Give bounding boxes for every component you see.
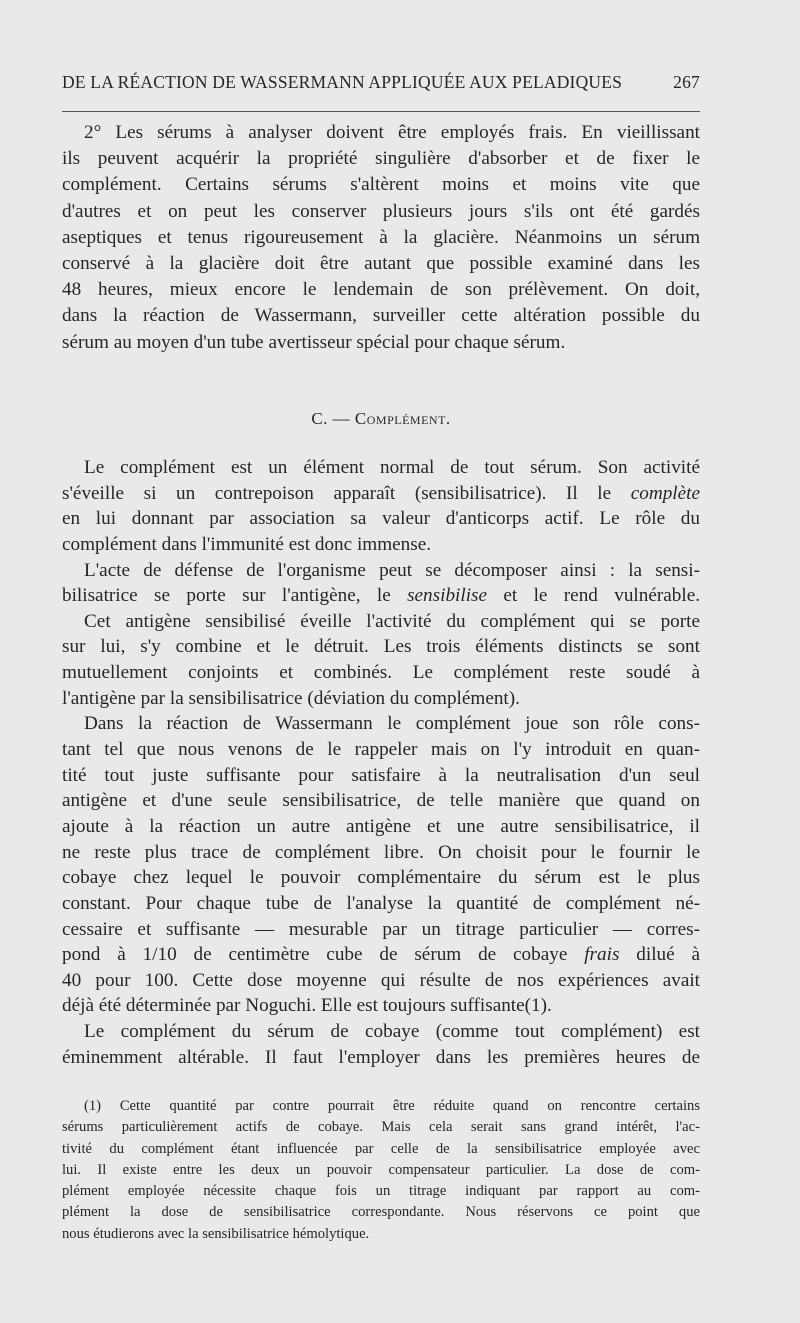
paragraph (62, 609, 700, 712)
text-line: complément dans l'immunité est donc immense. (62, 533, 432, 555)
text-line: sérums particulièrement actifs de cobaye. Mais cela serait sans grand intérêt, l'ac- (62, 1119, 700, 1136)
text-line: l'antigène par la sensibilisatrice (déviation du complément). (62, 687, 520, 709)
text-line: ils peuvent acquérir la propriété singulière d'absorber et de fixer le (62, 148, 700, 170)
text-line: d'autres et on peut les conserver plusieurs jours s'ils ont été gardés (62, 200, 700, 222)
text-line: déjà été déterminée par Noguchi. Elle est toujours suffisante(1). (62, 995, 552, 1017)
text-line: 40 pour 100. Cette dose moyenne qui résulte de nos expériences avait (62, 969, 700, 991)
running-title: DE LA RÉACTION DE WASSERMANN APPLIQUÉE AUX PELADIQUES (62, 72, 623, 92)
text-line: complément. Certains sérums s'altèrent moins et moins vite que (62, 174, 700, 196)
italic-text: complète (630, 482, 700, 504)
paragraph (62, 120, 700, 356)
text-segment: dilué à (619, 944, 700, 966)
text-line: lui. Il existe entre les deux un pouvoir compensateur particulier. La dose de com- (62, 1161, 700, 1178)
paragraph (62, 1096, 700, 1245)
text-line: ne reste plus trace de complément libre. On choisit pour le fournir le (62, 841, 700, 863)
text-line: en lui donnant par association sa valeur d'anticorps actif. Le rôle du (62, 508, 700, 530)
text-line: sérum au moyen d'un tube avertisseur spécial pour chaque sérum. (62, 331, 566, 353)
footnote (62, 1096, 700, 1245)
paragraph (62, 455, 700, 558)
paragraph (62, 558, 700, 609)
text-line: 2° Les sérums à analyser doivent être employés frais. En vieillissant (84, 122, 700, 143)
text-line: cobaye chez lequel le pouvoir complémentaire du sérum est le plus (62, 867, 700, 889)
text-line: cessaire et suffisante — mesurable par un titrage particulier — corres- (62, 918, 700, 940)
text-line: conservé à la glacière doit être autant que possible examiné dans les (62, 252, 700, 274)
text-line: Cet antigène sensibilisé éveille l'activité du complément qui se porte (84, 610, 700, 632)
text-line: L'acte de défense de l'organisme peut se décomposer ainsi : la sensi- (84, 559, 700, 581)
text-line: (1) Cette quantité par contre pourrait être réduite quand on rencontre certains (84, 1098, 700, 1114)
text-line: dans la réaction de Wassermann, surveiller cette altération possible du (62, 305, 700, 327)
text-line: 48 heures, mieux encore le lendemain de son prélèvement. On doit, (62, 279, 700, 301)
header-rule (62, 111, 700, 112)
text-line: constant. Pour chaque tube de l'analyse la quantité de complément né- (62, 892, 700, 914)
italic-text: frais (584, 944, 620, 966)
text-line (62, 942, 700, 968)
text-line: Dans la réaction de Wassermann le complément joue son rôle cons- (84, 713, 700, 735)
text-segment: bilisatrice se porte sur l'antigène, le (62, 585, 408, 607)
body-text-top (62, 120, 700, 356)
text-segment: et le rend vulnérable. (487, 585, 701, 607)
text-line: éminemment altérable. Il faut l'employer dans les premières heures de (62, 1046, 700, 1068)
text-line: Le complément du sérum de cobaye (comme tout complément) est (84, 1021, 700, 1043)
text-line (62, 583, 700, 609)
running-header (62, 72, 700, 93)
text-line: aseptiques et tenus rigoureusement à la glacière. Néanmoins un sérum (62, 226, 700, 248)
text-segment: pond à 1/10 de centimètre cube de sérum de cobaye (62, 944, 585, 966)
text-line (62, 481, 700, 507)
text-line: plément la dose de sensibilisatrice correspondante. Nous réservons ce point que (62, 1204, 700, 1221)
text-line: Le complément est un élément normal de tout sérum. Son activité (84, 457, 700, 478)
text-line: tant tel que nous venons de le rappeler mais on l'y introduit en quan- (62, 739, 700, 761)
text-line: tité tout juste suffisante pour satisfaire à la neutralisation d'un seul (62, 764, 700, 786)
text-line: mutuellement conjoints et combinés. Le complément reste soudé à (62, 662, 700, 684)
text-line: sur lui, s'y combine et le détruit. Les trois éléments distincts se sont (62, 636, 700, 658)
text-line: tivité du complément étant influencée par celle de la sensibilisatrice employée avec (62, 1140, 700, 1157)
text-segment: s'éveille si un contrepoison apparaît (sensibilisatrice). Il le (62, 482, 631, 504)
section-heading: C. — Complément. (311, 409, 451, 428)
italic-text: sensibilise (407, 585, 488, 607)
paragraph (62, 711, 700, 1019)
text-line: ajoute à la réaction un autre antigène et une autre sensibilisatrice, il (62, 815, 700, 837)
text-line: plément employée nécessite chaque fois un titrage indiquant par rapport au com- (62, 1183, 700, 1200)
page-number: 267 (673, 72, 700, 92)
body-text-main (62, 455, 700, 1070)
text-line: nous étudierons avec la sensibilisatrice hémolytique. (62, 1225, 370, 1242)
text-line: antigène et d'une seule sensibilisatrice, de telle manière que quand on (62, 790, 700, 812)
paragraph (62, 1019, 700, 1070)
